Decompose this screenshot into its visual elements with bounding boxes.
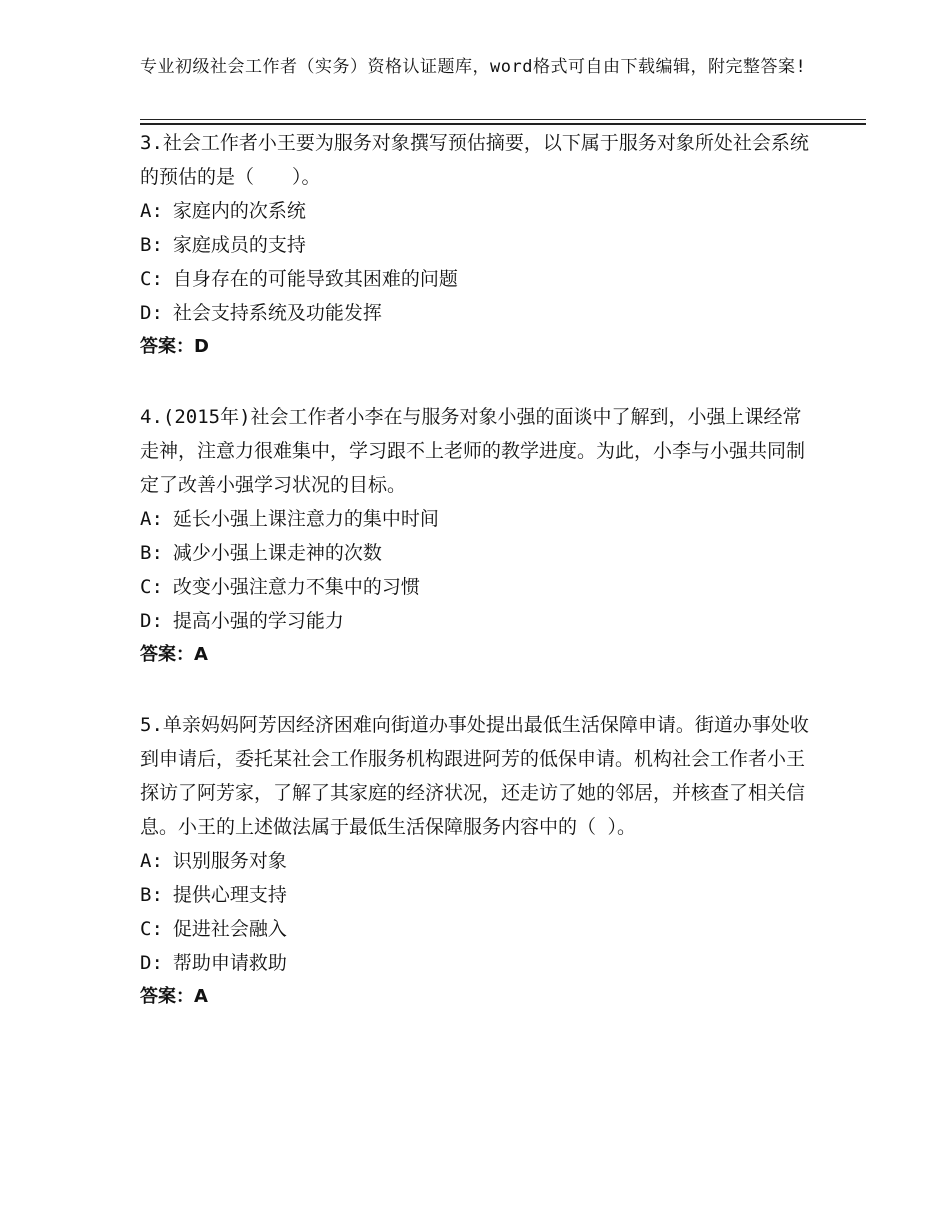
option-d [140,604,820,638]
question-stem: 4.(2015年)社会工作者小李在与服务对象小强的面谈中了解到，小强上课经常走神，注意力很难集中，学习跟不上老师的教学进度。为此，小李与小强共同制定了改善小强学习状况的目标。 [140,406,806,496]
answer-label: 答案：D [140,336,209,357]
option-text: 促进社会融入 [172,918,287,940]
header-rule-thin [140,119,866,120]
question-3 [140,126,820,364]
option-a [140,844,820,878]
option-text: 提高小强的学习能力 [172,610,344,632]
option-a [140,194,820,228]
option-letter: A: [140,508,163,530]
question-5 [140,708,820,1014]
option-b [140,878,820,912]
option-text: 社会支持系统及功能发挥 [172,302,382,324]
option-text: 家庭内的次系统 [172,200,306,222]
option-c [140,262,820,296]
option-text: 提供心理支持 [172,884,287,906]
option-c [140,570,820,604]
option-c [140,912,820,946]
option-letter: B: [140,234,163,256]
answer-label: 答案：A [140,986,208,1007]
option-letter: D: [140,610,163,632]
option-text: 家庭成员的支持 [172,234,306,256]
option-letter: C: [140,576,163,598]
option-letter: D: [140,302,163,324]
option-a [140,502,820,536]
option-letter: A: [140,200,163,222]
option-letter: A: [140,850,163,872]
option-letter: B: [140,542,163,564]
option-b [140,536,820,570]
option-letter: C: [140,918,163,940]
header-rule-thick [140,123,866,125]
answer-label: 答案：A [140,644,208,665]
option-text: 帮助申请救助 [172,952,287,974]
option-text: 识别服务对象 [172,850,287,872]
option-letter: B: [140,884,163,906]
option-text: 减少小强上课走神的次数 [172,542,382,564]
question-4 [140,400,820,672]
option-d [140,296,820,330]
option-letter: C: [140,268,163,290]
option-b [140,228,820,262]
option-text: 改变小强注意力不集中的习惯 [172,576,420,598]
question-stem: 5.单亲妈妈阿芳因经济困难向街道办事处提出最低生活保障申请。街道办事处收到申请后，委托某社会工作服务机构跟进阿芳的低保申请。机构社会工作者小王探访了阿芳家，了解了其家庭的经济状况，还走访了她的邻居，并核查了相关信息。小王的上述做法属于最低生活保障服务内容中的（ ）。 [140,714,809,838]
option-letter: D: [140,952,163,974]
question-stem: 3.社会工作者小王要为服务对象撰写预估摘要，以下属于服务对象所处社会系统的预估的是（ ）。 [140,132,809,188]
option-text: 延长小强上课注意力的集中时间 [172,508,439,530]
option-d [140,946,820,980]
option-text: 自身存在的可能导致其困难的问题 [172,268,458,290]
document-header: 专业初级社会工作者（实务）资格认证题库，word格式可自由下载编辑，附完整答案! [140,57,807,77]
